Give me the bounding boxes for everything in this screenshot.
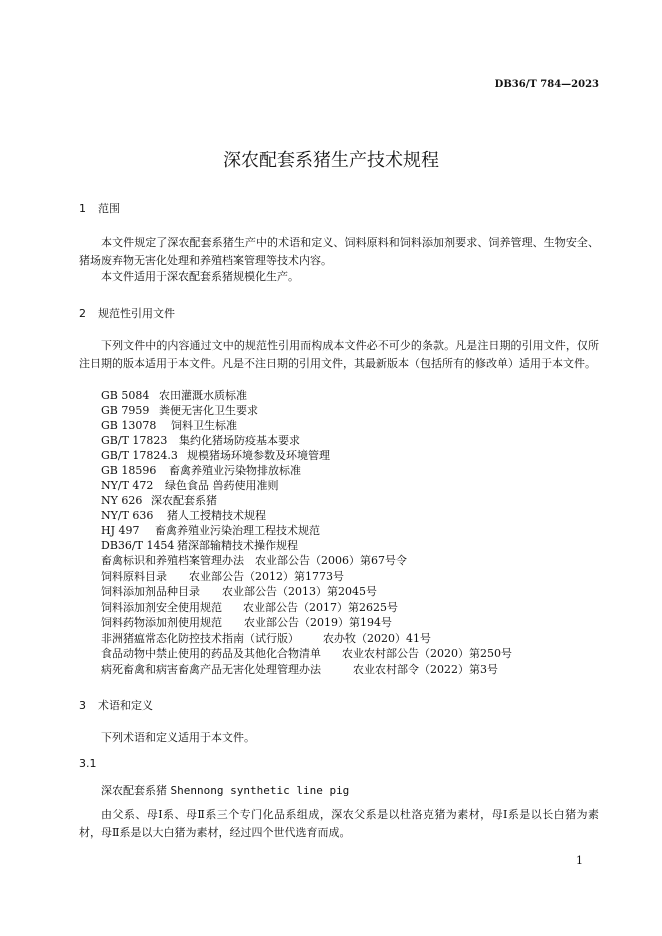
regulation-name: 食品动物中禁止使用的药品及其他化合物清单	[101, 647, 321, 660]
reference-item	[101, 463, 301, 479]
document-code: DB36/T 784—2023	[494, 79, 599, 90]
section-3-number: 3	[79, 699, 86, 712]
regulation-source: 农业部公告（2006）第67号令	[255, 554, 407, 567]
section-1-heading	[79, 200, 120, 216]
scope-paragraph-1: 本文件规定了深农配套系猪生产中的术语和定义、饲料原料和饲料添加剂要求、饲养管理、生物安全、猪场废弃物无害化处理和养殖档案管理等技术内容。	[79, 236, 599, 267]
regulation-source: 农办牧（2020）41号	[323, 632, 431, 645]
reference-item	[101, 523, 320, 539]
section-3-heading	[79, 697, 153, 713]
reference-code: DB36/T 1454	[101, 539, 175, 552]
regulation-source: 农业农村部公告（2020）第250号	[342, 647, 512, 660]
reference-code: NY/T 636	[101, 509, 154, 522]
reference-code: GB 18596	[101, 464, 157, 477]
regulation-name: 饲料添加剂品种目录	[101, 585, 200, 598]
reference-name: 饲料卫生标准	[171, 419, 237, 432]
term-name-english: Shennong synthetic line pig	[170, 784, 350, 797]
reference-item	[101, 418, 237, 434]
reference-name: 猪人工授精技术规程	[167, 509, 266, 522]
reference-item	[101, 388, 247, 404]
regulation-name: 饲料添加剂安全使用规范	[101, 601, 222, 614]
reference-name: 规模猪场环境参数及环境管理	[187, 449, 330, 462]
reference-name: 畜禽养殖业污染物排放标准	[169, 464, 301, 477]
reference-name: 深农配套系猪	[151, 494, 217, 507]
reference-item	[101, 493, 217, 509]
page-number: 1	[576, 854, 583, 867]
term-number: 3.1	[79, 757, 97, 770]
regulation-item	[101, 600, 398, 616]
regulation-source: 农业部公告（2012）第1773号	[189, 570, 344, 583]
regulation-name: 饲料药物添加剂使用规范	[101, 616, 222, 629]
reference-item	[101, 478, 279, 494]
scope-paragraph-2: 本文件适用于深农配套系猪规模化生产。	[101, 270, 299, 283]
regulation-item	[101, 569, 344, 585]
reference-code: HJ 497	[101, 524, 140, 537]
regulation-source: 农业部公告（2019）第194号	[244, 616, 392, 629]
section-1-number: 1	[79, 202, 86, 215]
regulation-source: 农业农村部令（2022）第3号	[353, 663, 498, 676]
reference-code: GB/T 17824.3	[101, 449, 178, 462]
reference-item	[101, 538, 298, 554]
section-2-title: 规范性引用文件	[98, 307, 175, 320]
reference-code: GB/T 17823	[101, 434, 168, 447]
section-3-title: 术语和定义	[98, 699, 153, 712]
term-name: 深农配套系猪	[101, 784, 167, 797]
regulation-item	[101, 646, 512, 662]
reference-name: 猪深部输精技术操作规程	[177, 539, 298, 552]
section-1-title: 范围	[98, 202, 120, 215]
reference-code: NY/T 472	[101, 479, 154, 492]
regulation-item	[101, 662, 498, 678]
regulation-item	[101, 631, 431, 647]
regulation-name: 病死畜禽和病害畜禽产品无害化处理管理办法	[101, 663, 321, 676]
regulation-item	[101, 584, 377, 600]
reference-name: 粪便无害化卫生要求	[159, 404, 258, 417]
regulation-item	[101, 615, 392, 631]
regulation-name: 畜禽标识和养殖档案管理办法	[101, 554, 244, 567]
section-2-heading	[79, 305, 175, 321]
reference-item	[101, 403, 258, 419]
term-definition: 由父系、母Ⅰ系、母Ⅱ系三个专门化品系组成，深农父系是以杜洛克猪为素材，母Ⅰ系是以长白猪为素材，母Ⅱ系是以大白猪为素材，经过四个世代选育而成。	[79, 808, 599, 839]
document-title: 深农配套系猪生产技术规程	[223, 150, 439, 171]
reference-code: GB 5084	[101, 389, 150, 402]
reference-code: GB 13078	[101, 419, 157, 432]
reference-name: 畜禽养殖业污染治理工程技术规范	[155, 524, 320, 537]
reference-item	[101, 433, 300, 449]
reference-item	[101, 448, 330, 464]
regulation-item	[101, 553, 407, 569]
reference-name: 绿色食品 兽药使用准则	[165, 479, 279, 492]
regulation-name: 非洲猪瘟常态化防控技术指南（试行版）	[101, 632, 299, 645]
reference-name: 集约化猪场防疫基本要求	[179, 434, 300, 447]
terms-intro: 下列术语和定义适用于本文件。	[101, 731, 255, 744]
reference-item	[101, 508, 266, 524]
regulation-source: 农业部公告（2013）第2045号	[222, 585, 377, 598]
regulation-source: 农业部公告（2017）第2625号	[243, 601, 398, 614]
term-entry	[101, 782, 349, 798]
reference-code: NY 626	[101, 494, 143, 507]
section-2-number: 2	[79, 307, 86, 320]
reference-code: GB 7959	[101, 404, 150, 417]
reference-name: 农田灌溉水质标准	[159, 389, 247, 402]
regulation-name: 饲料原料目录	[101, 570, 167, 583]
normative-intro: 下列文件中的内容通过文中的规范性引用而构成本文件必不可少的条款。凡是注日期的引用文件，仅所注日期的版本适用于本文件。凡是不注日期的引用文件，其最新版本（包括所有的修改单）适用于本文件。	[79, 339, 599, 370]
